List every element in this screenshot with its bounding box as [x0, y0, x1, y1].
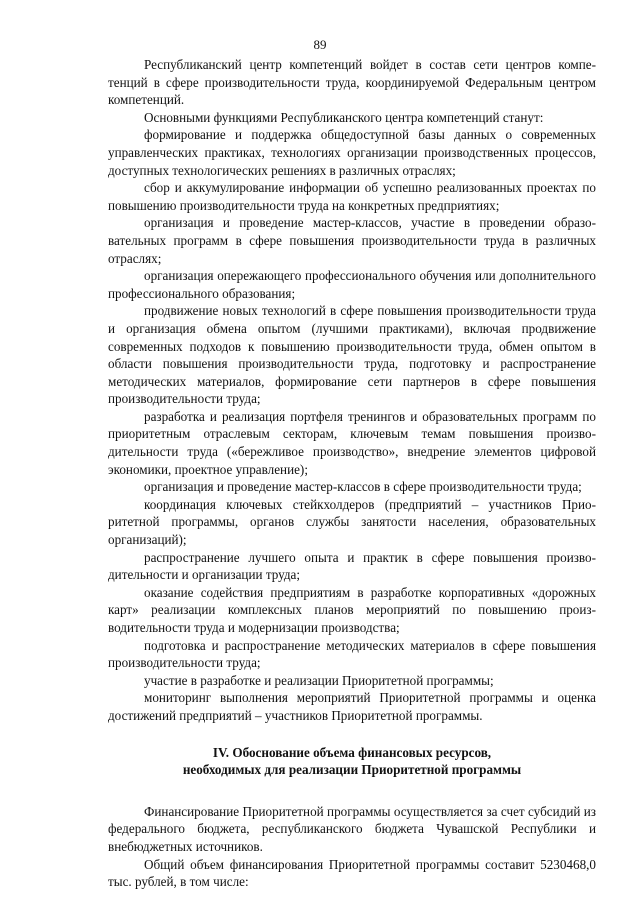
function-item: продвижение новых технологий в сфере повышения производительности труда и организация обмена опытом (лучшими практиками), включая продвижение современных подходов к повышению производительности труда, обмен опытом в области повышения производительности труда, подготовку и распространение методических материалов, формирование сети партнеров в сфере повышения производительности труда;: [108, 303, 596, 407]
section-heading-line-1: IV. Обоснование объема финансовых ресурсов,: [212, 744, 492, 760]
function-item: организация и проведение мастер-классов, участие в проведении образовательных программ в сфере повышения производительности труда в различных отраслях;: [108, 215, 596, 266]
section-heading-line-2: необходимых для реализации Приоритетной программы: [182, 762, 522, 778]
function-item: организация и проведение мастер-классов в сфере производительности труда;: [144, 479, 582, 495]
function-item: разработка и реализация портфеля тренингов и образовательных программ по приоритетным отраслевым секторам, ключевым темам повышения производительности труда («бережливое производство», внедрение элементов цифровой экономики, проектное управление);: [108, 408, 596, 477]
paragraph-financing-sources: Финансирование Приоритетной программы осуществляется за счет субсидий из федерального бюджета, республиканского бюджета Чувашской Республики и внебюджетных источников.: [108, 803, 596, 854]
function-item: сбор и аккумулирование информации об успешно реализованных проектах по повышению производительности труда на конкретных предприятиях;: [108, 180, 596, 213]
function-item: оказание содействия предприятиям в разработке корпоративных «дорожных карт» реализации комплексных планов мероприятий по повышению производительности труда и модернизации производства;: [108, 584, 596, 635]
paragraph-financing-total: Общий объем финансирования Приоритетной программы составит 5230468,0 тыс. рублей, в том числе:: [108, 856, 596, 890]
page-body: [108, 56, 596, 891]
function-item: координация ключевых стейкхолдеров (предприятий – участников Приоритетной программы, органов службы занятости населения, образовательных организаций);: [108, 496, 596, 548]
function-item: участие в разработке и реализации Приоритетной программы;: [144, 672, 494, 688]
function-item: распространение лучшего опыта и практик в сфере повышения производительности и организации труда;: [108, 549, 596, 583]
function-item: мониторинг выполнения мероприятий Приоритетной программы и оценка достижений предприятий – участников Приоритетной программы.: [108, 690, 596, 723]
function-item: подготовка и распространение методических материалов в сфере повышения производительности труда;: [108, 637, 596, 671]
paragraph-functions-intro: Основными функциями Республиканского центра компетенций станут:: [144, 109, 544, 125]
paragraph-network: Республиканский центр компетенций войдет в состав сети центров компетенций в сфере производительности труда, координируемой Федеральным центром компетенций.: [108, 57, 596, 108]
page-number: 89: [313, 37, 327, 52]
section-heading: [108, 744, 596, 779]
function-item: формирование и поддержка общедоступной базы данных о современных управленческих практиках, технологиях организации производственных процессов, доступных технологических решениях в различных отраслях;: [108, 127, 596, 178]
function-item: организация опережающего профессионального обучения или дополнительного профессионального образования;: [108, 268, 596, 301]
